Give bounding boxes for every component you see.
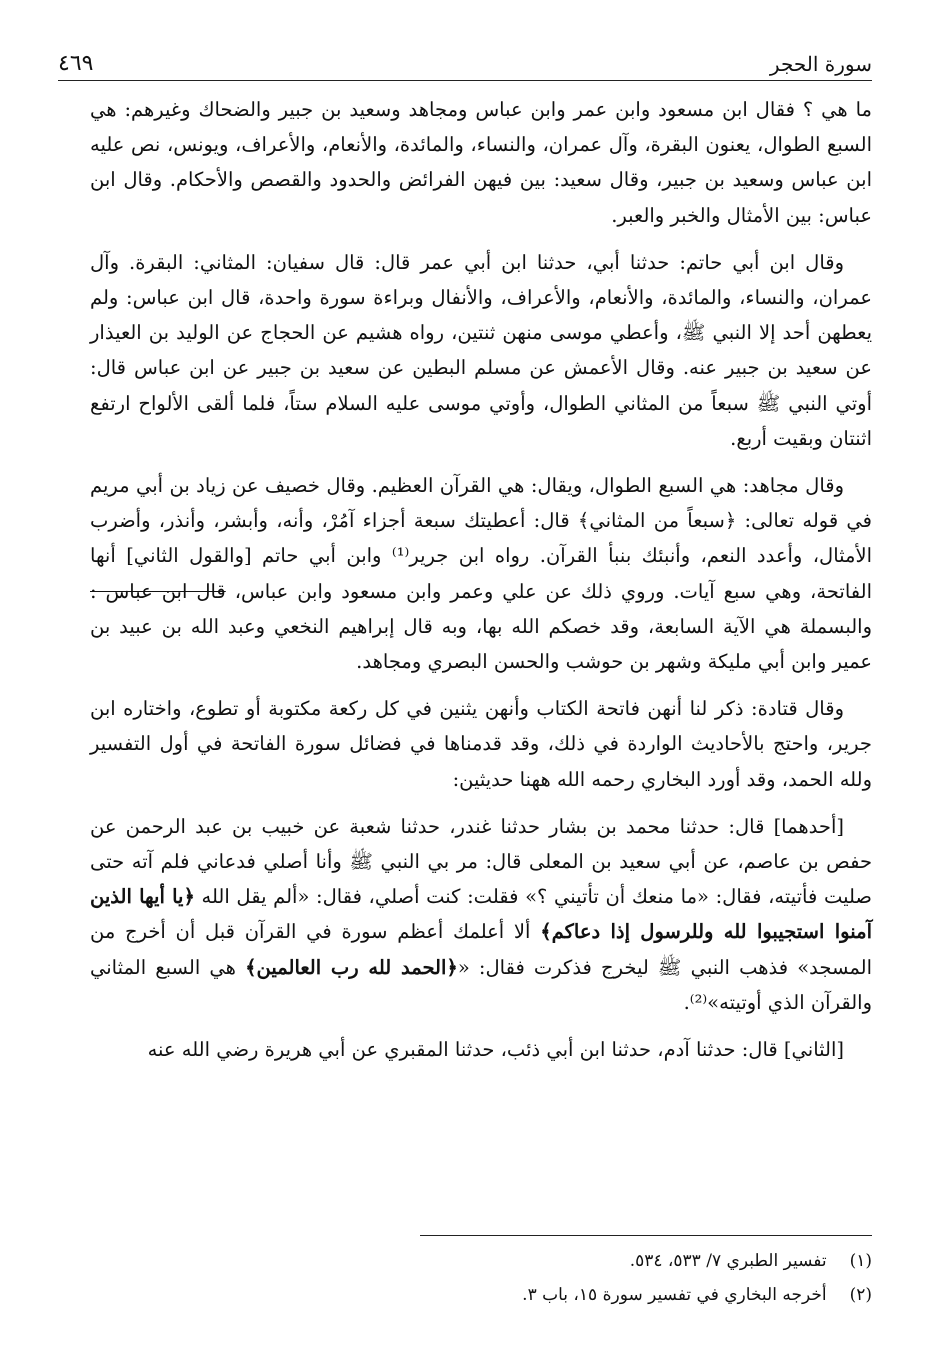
footnote-2 [90,1278,872,1312]
paragraph-3-tail: والبسملة هي الآية السابعة، وقد خصكم الله بها، وبه قال إبراهيم النخعي وعبد الله بن عبيد بن عمير وابن أبي مليكة وشهر بن حوشب والحسن البصري ومجاهد. [90,614,872,674]
hadith-text-a: [أحدهما] قال: حدثنا محمد بن بشار حدثنا غندر، حدثنا شعبة عن خبيب بن عبد الرحمن عن حفص بن عاصم، عن أبي سعيد بن المعلى قال: مر بي النبي ﷺ وأنا أصلي فدعاني فلم آته حتى صليت فأتيته، فقال: «ما منعك أن تأتيني ؟» فقلت: كنت أصلي، فقال: «ألم يقل الله [90,814,872,909]
surah-title: سورة الحجر [769,52,872,76]
paragraph-6: [الثاني] قال: حدثنا آدم، حدثنا ابن أبي ذئب، حدثنا المقبري عن أبي هريرة رضي الله عنه [147,1038,844,1062]
paragraph-5 [90,809,872,1020]
paragraph-1: ما هي ؟ فقال ابن مسعود وابن عمر وابن عباس ومجاهد وسعيد بن جبير والضحاك وغيرهم: هي السبع الطوال، يعنون البقرة، وآل عمران، والنساء، والمائدة، والأنعام، والأعراف، ويونس، نص عليه ابن عباس وسعيد بن جبير، وقال سعيد: بين فيهن الفرائض والحدود والقصص والأحكام. وقال ابن عباس: بين الأمثال والخبر والعبر. [90,98,872,227]
hadith-text-e: هي السبع المثاني والقرآن الذي أوتيته»⁽²⁾. [90,955,872,1014]
struck-text: قال ابن عباس : [90,579,226,603]
footnote-2-number: (٢) [849,1285,872,1305]
hadith-text-c: ألا أعلمك أعظم سورة في القرآن قبل أن أخرج من المسجد» فذهب النبي ﷺ ليخرج فذكرت فقال: « [90,920,873,979]
page-number: ٤٦٩ [58,51,94,76]
paragraph-3-text: وقال مجاهد: هي السبع الطوال، ويقال: هي القرآن العظيم. وقال خصيف عن زياد بن أبي مريم في قوله تعالى: ﴿سبعاً من المثاني﴾ قال: أعطيتك سبعة أجزاء آمُرْ، وأنه، وأبشر، وأنذر، وأضرب الأمثال، وأعدد النعم، وأنبئك بنبأ القرآن. رواه ابن جرير⁽¹⁾ وابن أبي حاتم [والقول الثاني] أنها الفاتحة، وهي سبع آيات. وروي ذلك عن علي وعمر وابن مسعود وابن عباس، [90,474,872,603]
running-header [58,40,872,81]
footnote-divider [420,1235,872,1236]
paragraph-3 [90,468,872,679]
quran-verse-2: ﴿الحمد لله رب العالمين﴾ [245,955,458,979]
footnote-1-number: (١) [849,1251,872,1271]
footnote-2-text: أخرجه البخاري في تفسير سورة ١٥، باب ٣. [522,1285,827,1305]
footnote-1-text: تفسير الطبري ٧/ ٥٣٣، ٥٣٤. [629,1251,827,1271]
footnotes [90,1244,872,1312]
paragraph-2: وقال ابن أبي حاتم: حدثنا أبي، حدثنا ابن أبي عمر قال: قال سفيان: المثاني: البقرة. وآل عمران، والنساء، والمائدة، والأنعام، والأعراف، والأنفال وبراءة سورة واحدة، قال ابن عباس: ولم يعطهن أحد إلا النبي ﷺ، وأعطي موسى منهن ثنتين، رواه هشيم عن الحجاج عن الوليد بن العيذار عن سعيد بن جبير عنه. وقال الأعمش عن مسلم البطين عن سعيد بن جبير عن ابن عباس قال: أوتي النبي ﷺ سبعاً من المثاني الطوال، وأوتي موسى عليه السلام ستاً، فلما ألقى الألواح ارتفع اثنتان وبقيت أربع. [90,250,872,450]
quran-verse-1: ﴿يا أيها الذين آمنوا استجيبوا لله وللرسول إذا دعاكم﴾ [90,885,872,944]
paragraph-4: وقال قتادة: ذكر لنا أنهن فاتحة الكتاب وأنهن يثنين في كل ركعة مكتوبة أو تطوع، واختاره ابن جرير، واحتج بالأحاديث الواردة في ذلك، وقد قدمناها في فضائل سورة الفاتحة في أول التفسير ولله الحمد، وقد أورد البخاري رحمه الله ههنا حديثين: [90,697,872,791]
main-text [90,92,872,1079]
footnote-1 [90,1244,872,1278]
